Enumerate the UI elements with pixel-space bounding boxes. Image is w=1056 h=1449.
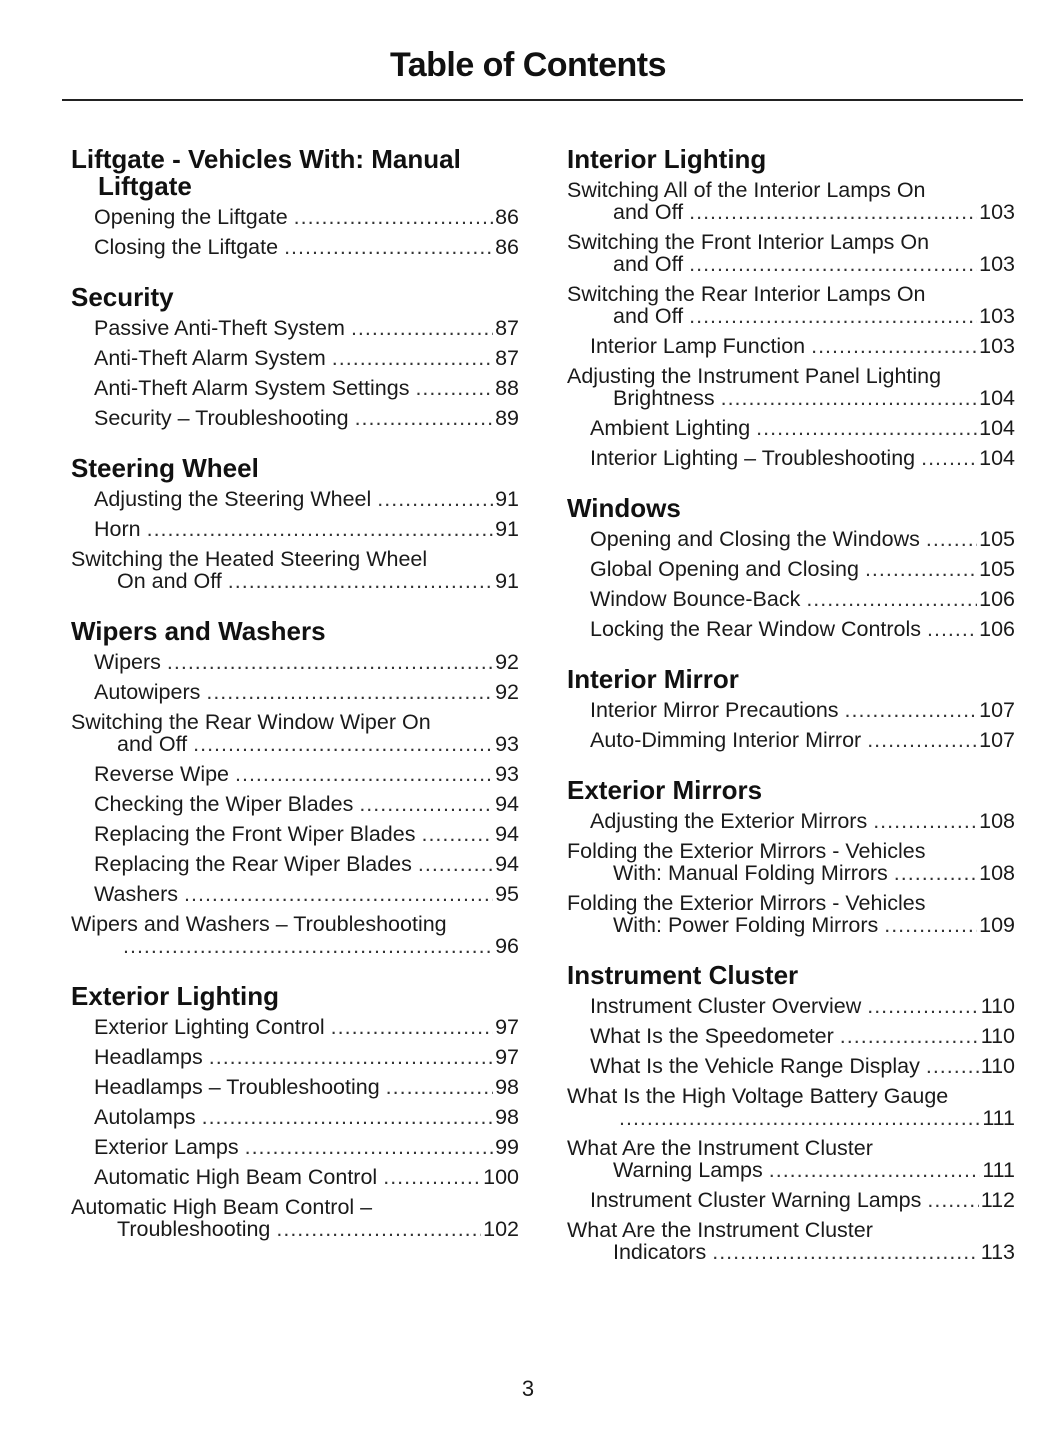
toc-entry[interactable] — [567, 588, 1015, 610]
toc-entry[interactable] — [71, 377, 519, 399]
toc-page-number: 93 — [495, 732, 519, 756]
dot-leader — [811, 335, 977, 357]
toc-entry-title: Adjusting the Steering Wheel — [94, 487, 372, 511]
toc-entry[interactable] — [567, 995, 1015, 1017]
toc-entry-title: Wipers — [94, 650, 161, 674]
toc-entry[interactable] — [567, 558, 1015, 580]
toc-page-number: 97 — [495, 1045, 519, 1069]
dot-leader — [351, 317, 493, 339]
toc-page-number: 109 — [979, 913, 1015, 937]
toc-entry[interactable] — [71, 1166, 519, 1188]
toc-entry-title: What Is the Speedometer — [590, 1024, 834, 1048]
toc-entry-title: What Is the High Voltage Battery Gauge — [567, 1084, 949, 1108]
toc-entry[interactable] — [71, 1046, 519, 1068]
toc-entry-title: and Off — [613, 200, 684, 224]
page-number: 3 — [521, 1376, 535, 1401]
toc-page-number: 103 — [979, 252, 1015, 276]
dot-leader — [926, 1055, 979, 1077]
toc-page-number: 98 — [495, 1075, 519, 1099]
toc-page-number: 103 — [979, 334, 1015, 358]
toc-entry-title: Switching the Heated Steering Wheel — [71, 547, 428, 571]
toc-entry-title: Horn — [94, 517, 141, 541]
dot-leader — [206, 681, 493, 703]
dot-leader — [845, 699, 978, 721]
dot-leader — [873, 810, 977, 832]
toc-entry-title: Global Opening and Closing — [590, 557, 859, 581]
toc-entry-title: Passive Anti-Theft System — [94, 316, 345, 340]
toc-entry-title: Opening the Liftgate — [94, 205, 288, 229]
toc-right-column — [567, 146, 1015, 1289]
toc-entry-title: Auto-Dimming Interior Mirror — [590, 728, 862, 752]
toc-entry[interactable] — [567, 417, 1015, 439]
dot-leader — [245, 1136, 493, 1158]
toc-section — [71, 455, 519, 592]
toc-entry-title: and Off — [613, 304, 684, 328]
dot-leader — [276, 1218, 481, 1240]
dot-leader — [619, 1107, 980, 1129]
section-heading[interactable]: Security — [71, 282, 174, 312]
toc-section — [71, 146, 519, 258]
toc-entry[interactable] — [71, 823, 519, 845]
dot-leader — [894, 862, 977, 884]
toc-page-number: 93 — [495, 762, 519, 786]
toc-page-number: 92 — [495, 650, 519, 674]
toc-page-number: 103 — [979, 200, 1015, 224]
toc-entry[interactable] — [71, 1016, 519, 1038]
toc-entry-title: Security – Troubleshooting — [94, 406, 349, 430]
toc-entry-title: Interior Lamp Function — [590, 334, 806, 358]
toc-page-number: 100 — [483, 1165, 519, 1189]
toc-entry-title: Interior Lighting – Troubleshooting — [590, 446, 916, 470]
toc-section — [567, 962, 1015, 1263]
dot-leader — [867, 995, 979, 1017]
toc-entry[interactable] — [567, 335, 1015, 357]
toc-page-number: 112 — [980, 1188, 1015, 1212]
title-divider — [62, 99, 1023, 101]
toc-entry-title: Exterior Lamps — [94, 1135, 239, 1159]
toc-entry[interactable] — [71, 206, 519, 228]
toc-page-number: 91 — [495, 487, 519, 511]
toc-entry[interactable] — [71, 488, 519, 510]
dot-leader — [415, 377, 493, 399]
dot-leader — [167, 651, 493, 673]
toc-page-number: 94 — [495, 852, 519, 876]
toc-entry-title: Washers — [94, 882, 179, 906]
toc-entry-title: Instrument Cluster Overview — [590, 994, 862, 1018]
toc-page-number: 108 — [979, 809, 1015, 833]
toc-entry[interactable] — [71, 913, 519, 957]
toc-entry-title: Anti-Theft Alarm System Settings — [94, 376, 410, 400]
section-heading[interactable]: Instrument Cluster — [567, 960, 799, 990]
toc-page-number: 110 — [980, 1054, 1015, 1078]
toc-entry[interactable] — [567, 699, 1015, 721]
toc-entry[interactable] — [567, 1219, 1015, 1263]
toc-entry[interactable] — [71, 1076, 519, 1098]
toc-page-number: 95 — [495, 882, 519, 906]
section-heading[interactable]: Interior Mirror — [567, 664, 739, 694]
toc-entry-title: Automatic High Beam Control – — [71, 1195, 373, 1219]
toc-page-number: 103 — [979, 304, 1015, 328]
toc-entry-title: Headlamps – Troubleshooting — [94, 1075, 380, 1099]
toc-entry-title: Reverse Wipe — [94, 762, 230, 786]
toc-entry-title: Autolamps — [94, 1105, 196, 1129]
toc-page-number: 110 — [980, 1024, 1015, 1048]
dot-leader — [331, 1016, 493, 1038]
toc-entry[interactable] — [567, 1055, 1015, 1077]
dot-leader — [769, 1159, 981, 1181]
toc-entry-title: What Are the Instrument Cluster — [567, 1136, 873, 1160]
toc-page-number: 94 — [495, 822, 519, 846]
dot-leader — [865, 558, 977, 580]
toc-entry-title: Closing the Liftgate — [94, 235, 279, 259]
toc-entry-title: and Off — [613, 252, 684, 276]
toc-entry[interactable] — [567, 231, 1015, 275]
dot-leader — [235, 763, 493, 785]
section-heading[interactable]: Interior Lighting — [567, 144, 767, 174]
toc-page-number: 91 — [495, 569, 519, 593]
toc-page-number: 99 — [495, 1135, 519, 1159]
toc-entry[interactable] — [567, 283, 1015, 327]
toc-entry-title: Switching All of the Interior Lamps On — [567, 178, 926, 202]
toc-entry[interactable] — [567, 729, 1015, 751]
toc-page-number: 108 — [979, 861, 1015, 885]
toc-entry[interactable] — [567, 892, 1015, 936]
toc-entry-title: Adjusting the Instrument Panel Lighting — [567, 364, 942, 388]
dot-leader — [284, 236, 493, 258]
dot-leader — [184, 883, 493, 905]
toc-entry-title: What Is the Vehicle Range Display — [590, 1054, 920, 1078]
toc-page-number: 111 — [982, 1106, 1015, 1130]
toc-entry-title: Ambient Lighting — [590, 416, 751, 440]
dot-leader — [147, 518, 493, 540]
toc-page-number: 106 — [979, 617, 1015, 641]
toc-entry-title: Wipers and Washers – Troubleshooting — [71, 912, 447, 936]
toc-entry[interactable] — [567, 365, 1015, 409]
toc-entry[interactable] — [567, 618, 1015, 640]
section-heading[interactable]: Exterior Lighting — [71, 981, 279, 1011]
toc-page-number: 86 — [495, 235, 519, 259]
toc-entry-title: What Are the Instrument Cluster — [567, 1218, 873, 1242]
toc-page-number: 102 — [483, 1217, 519, 1241]
toc-entry-title: Replacing the Front Wiper Blades — [94, 822, 416, 846]
toc-page-number: 91 — [495, 517, 519, 541]
toc-entry[interactable] — [567, 1085, 1015, 1129]
toc-entry[interactable] — [71, 651, 519, 673]
toc-page-number: 87 — [495, 346, 519, 370]
toc-entry[interactable] — [71, 236, 519, 258]
section-heading[interactable]: Exterior Mirrors — [567, 775, 763, 805]
toc-entry-title: Anti-Theft Alarm System — [94, 346, 326, 370]
dot-leader — [123, 935, 493, 957]
toc-page-number: 111 — [982, 1158, 1015, 1182]
toc-page-number: 104 — [979, 446, 1015, 470]
dot-leader — [228, 570, 493, 592]
dot-leader — [294, 206, 493, 228]
dot-leader — [806, 588, 977, 610]
dot-leader — [332, 347, 493, 369]
toc-entry-title: Adjusting the Exterior Mirrors — [590, 809, 868, 833]
toc-entry[interactable] — [71, 763, 519, 785]
dot-leader — [355, 407, 494, 429]
toc-page-number: 86 — [495, 205, 519, 229]
toc-entry-title: Troubleshooting — [117, 1217, 271, 1241]
dot-leader — [383, 1166, 481, 1188]
toc-section — [71, 284, 519, 429]
toc-page-number: 113 — [980, 1240, 1015, 1264]
dot-leader — [386, 1076, 493, 1098]
toc-entry-title: Instrument Cluster Warning Lamps — [590, 1188, 922, 1212]
dot-leader — [721, 387, 978, 409]
dot-leader — [377, 488, 493, 510]
toc-entry-title: With: Manual Folding Mirrors — [613, 861, 888, 885]
toc-section — [567, 777, 1015, 936]
dot-leader — [756, 417, 977, 439]
toc-entry[interactable] — [567, 810, 1015, 832]
toc-entry[interactable] — [71, 711, 519, 755]
dot-leader — [193, 733, 493, 755]
toc-entry-title: Brightness — [613, 386, 715, 410]
toc-entry[interactable] — [567, 1189, 1015, 1211]
dot-leader — [927, 618, 977, 640]
toc-entry[interactable] — [71, 793, 519, 815]
toc-page-number: 107 — [979, 698, 1015, 722]
toc-entry-title: Locking the Rear Window Controls — [590, 617, 922, 641]
toc-page-number: 107 — [979, 728, 1015, 752]
dot-leader — [418, 853, 493, 875]
toc-page-number: 92 — [495, 680, 519, 704]
toc-entry-title: Replacing the Rear Wiper Blades — [94, 852, 412, 876]
dot-leader — [884, 914, 977, 936]
dot-leader — [926, 528, 977, 550]
toc-entry[interactable] — [567, 840, 1015, 884]
toc-page-number: 89 — [495, 406, 519, 430]
toc-entry-title: Switching the Rear Window Wiper On — [71, 710, 431, 734]
dot-leader — [712, 1241, 979, 1263]
toc-entry[interactable] — [567, 447, 1015, 469]
toc-page-number: 105 — [979, 527, 1015, 551]
toc-entry[interactable] — [567, 528, 1015, 550]
toc-page-number: 94 — [495, 792, 519, 816]
section-heading[interactable]: Windows — [567, 493, 681, 523]
toc-entry[interactable] — [71, 1106, 519, 1128]
toc-page-number: 88 — [495, 376, 519, 400]
toc-section — [567, 666, 1015, 751]
toc-page-number: 87 — [495, 316, 519, 340]
toc-entry[interactable] — [71, 1136, 519, 1158]
toc-entry-title: Opening and Closing the Windows — [590, 527, 920, 551]
toc-entry[interactable] — [71, 853, 519, 875]
toc-page-number: 98 — [495, 1105, 519, 1129]
toc-section — [567, 146, 1015, 469]
toc-page-number: 104 — [979, 416, 1015, 440]
toc-entry-title: Interior Mirror Precautions — [590, 698, 839, 722]
toc-entry-title: Switching the Rear Interior Lamps On — [567, 282, 926, 306]
dot-leader — [689, 253, 977, 275]
toc-entry-title: Switching the Front Interior Lamps On — [567, 230, 930, 254]
toc-entry-title: Window Bounce-Back — [590, 587, 801, 611]
toc-entry-title: and Off — [117, 732, 188, 756]
dot-leader — [202, 1106, 493, 1128]
toc-entry[interactable] — [71, 1196, 519, 1240]
toc-left-column — [71, 146, 519, 1266]
dot-leader — [921, 447, 977, 469]
toc-entry[interactable] — [71, 883, 519, 905]
toc-page-number: 110 — [980, 994, 1015, 1018]
dot-leader — [867, 729, 977, 751]
toc-entry-title: Indicators — [613, 1240, 707, 1264]
dot-leader — [359, 793, 493, 815]
toc-entry-title: Headlamps — [94, 1045, 203, 1069]
toc-page-number: 104 — [979, 386, 1015, 410]
toc-entry[interactable] — [567, 179, 1015, 223]
toc-entry-title: On and Off — [117, 569, 222, 593]
dot-leader — [421, 823, 493, 845]
toc-section — [567, 495, 1015, 640]
toc-page-number: 105 — [979, 557, 1015, 581]
toc-entry-title: Folding the Exterior Mirrors - Vehicles — [567, 839, 926, 863]
page-title: Table of Contents — [389, 46, 667, 84]
toc-entry-title: Exterior Lighting Control — [94, 1015, 325, 1039]
toc-entry-title: Warning Lamps — [613, 1158, 763, 1182]
toc-entry[interactable] — [71, 681, 519, 703]
toc-section — [71, 618, 519, 957]
toc-page-number: 106 — [979, 587, 1015, 611]
toc-entry[interactable] — [71, 407, 519, 429]
toc-entry-title: With: Power Folding Mirrors — [613, 913, 879, 937]
toc-entry[interactable] — [71, 347, 519, 369]
toc-entry[interactable] — [71, 548, 519, 592]
dot-leader — [209, 1046, 493, 1068]
toc-entry[interactable] — [71, 317, 519, 339]
toc-entry-title: Automatic High Beam Control — [94, 1165, 378, 1189]
dot-leader — [840, 1025, 979, 1047]
toc-page-number: 96 — [495, 934, 519, 958]
section-heading[interactable]: Steering Wheel — [71, 453, 259, 483]
toc-section — [71, 983, 519, 1240]
toc-entry-title: Checking the Wiper Blades — [94, 792, 354, 816]
section-heading[interactable]: Wipers and Washers — [71, 616, 326, 646]
toc-entry-title: Folding the Exterior Mirrors - Vehicles — [567, 891, 926, 915]
toc-entry-title: Autowipers — [94, 680, 201, 704]
dot-leader — [689, 305, 977, 327]
toc-page-number: 97 — [495, 1015, 519, 1039]
toc-entry[interactable] — [71, 518, 519, 540]
dot-leader — [689, 201, 977, 223]
toc-entry[interactable] — [567, 1025, 1015, 1047]
section-heading[interactable]: Liftgate - Vehicles With: Manual Liftgate — [71, 144, 461, 201]
toc-entry[interactable] — [567, 1137, 1015, 1181]
dot-leader — [927, 1189, 978, 1211]
